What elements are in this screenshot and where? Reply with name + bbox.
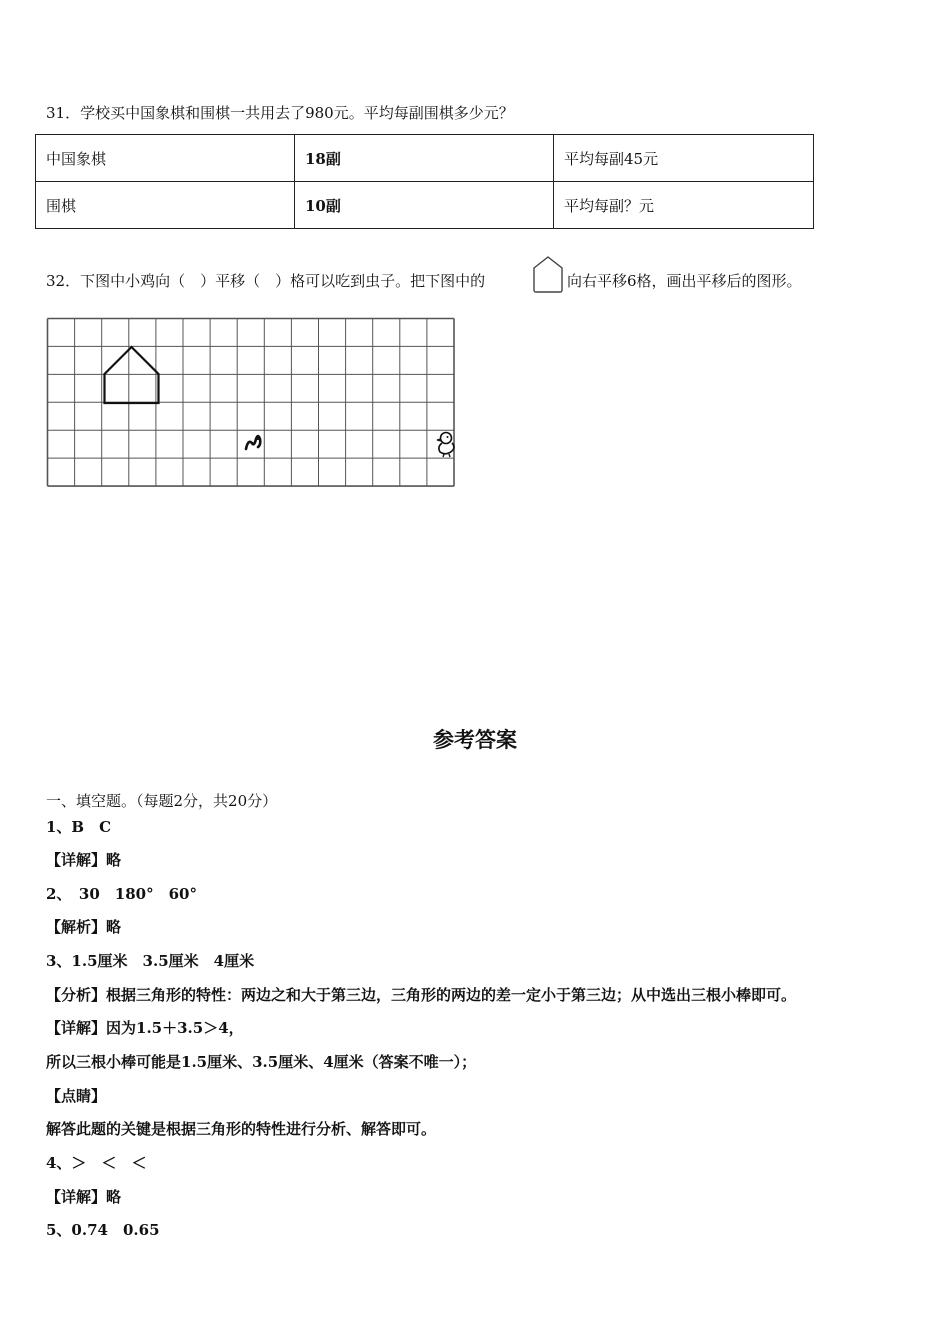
answer-line: 5、0.74 0.65 bbox=[46, 1221, 160, 1239]
answer-line: 【详解】因为1.5＋3.5＞4， bbox=[46, 1019, 244, 1037]
question-31-text: 31．学校买中国象棋和围棋一共用去了980元。平均每副围棋多少元？ bbox=[46, 104, 514, 122]
table-row bbox=[36, 182, 814, 229]
answer-line: 所以三根小棒可能是1.5厘米、3.5厘米、4厘米（答案不唯一）； bbox=[46, 1053, 477, 1071]
answer-line: 【详解】略 bbox=[46, 851, 122, 869]
table-cell: 中国象棋 bbox=[36, 135, 295, 182]
chick-icon bbox=[437, 433, 454, 458]
table-cell: 10副 bbox=[295, 182, 554, 229]
table-cell: 平均每副45元 bbox=[554, 135, 814, 182]
worm-icon bbox=[246, 436, 260, 449]
table-cell: 18副 bbox=[295, 135, 554, 182]
answer-line: 解答此题的关键是根据三角形的特性进行分析、解答即可。 bbox=[46, 1120, 437, 1138]
answer-line: 【点睛】 bbox=[46, 1087, 107, 1105]
table-cell: 围棋 bbox=[36, 182, 295, 229]
table-row bbox=[36, 135, 814, 182]
question-32-text-before: 32．下图中小鸡向（ ）平移（ ）格可以吃到虫子。把下图中的 bbox=[46, 272, 486, 290]
house-shape-inline-icon bbox=[532, 255, 564, 293]
table-cell: 平均每副？元 bbox=[554, 182, 814, 229]
answer-line: 1、B C bbox=[46, 818, 112, 836]
question-31-table bbox=[35, 134, 814, 229]
answer-line: 【解析】略 bbox=[46, 918, 122, 936]
house-icon bbox=[105, 347, 159, 403]
answer-line: 2、 30 180° 60° bbox=[46, 885, 197, 903]
translation-grid bbox=[46, 317, 462, 496]
answer-line: 4、＞ ＜ ＜ bbox=[46, 1154, 147, 1172]
answer-line: 【详解】略 bbox=[46, 1188, 122, 1206]
answer-line: 3、1.5厘米 3.5厘米 4厘米 bbox=[46, 952, 255, 970]
question-32-text-after: 向右平移6格，画出平移后的图形。 bbox=[567, 272, 802, 290]
answers-title: 参考答案 bbox=[433, 728, 517, 752]
answers-section-heading: 一、填空题。（每题2分，共20分） bbox=[46, 792, 278, 810]
answer-line: 【分析】根据三角形的特性：两边之和大于第三边，三角形的两边的差一定小于第三边；从中选出三根小棒即可。 bbox=[46, 986, 797, 1004]
